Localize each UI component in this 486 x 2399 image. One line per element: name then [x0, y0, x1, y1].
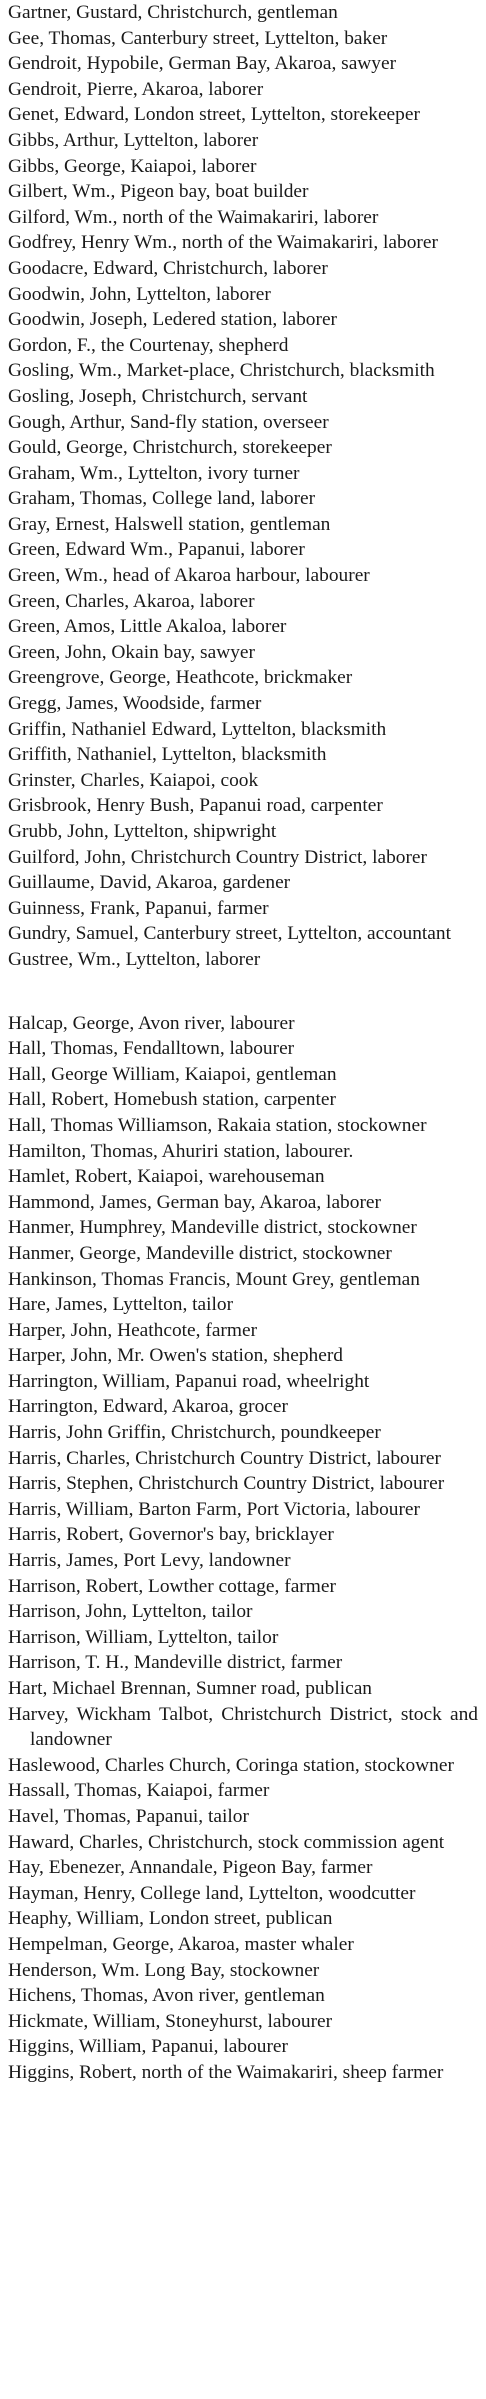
directory-entry: Hall, Thomas Williamson, Rakaia station, stockowner: [8, 1114, 427, 1136]
directory-entry: Gilford, Wm., north of the Waimakariri, laborer: [8, 206, 379, 228]
directory-entry: Grisbrook, Henry Bush, Papanui road, carpenter: [8, 795, 383, 817]
directory-entry: Harvey, Wickham Talbot, Christchurch District, stock and landowner: [8, 1703, 478, 1751]
directory-entry: Hammond, James, German bay, Akaroa, laborer: [8, 1191, 381, 1213]
directory-entry: Harris, William, Barton Farm, Port Victoria, labourer: [8, 1498, 420, 1520]
directory-entry: Halcap, George, Avon river, labourer: [8, 1012, 295, 1034]
directory-group: [8, 1011, 486, 2086]
directory-entry: Hassall, Thomas, Kaiapoi, farmer: [8, 1780, 270, 1802]
directory-entry: Hanmer, George, Mandeville district, stockowner: [8, 1242, 392, 1264]
directory-entry: Gosling, Joseph, Christchurch, servant: [8, 385, 308, 407]
directory-entry: Gordon, F., the Courtenay, shepherd: [8, 334, 289, 356]
directory-entry: Green, Charles, Akaroa, laborer: [8, 590, 255, 612]
directory-entry: Hall, George William, Kaiapoi, gentleman: [8, 1063, 337, 1085]
directory-entry: Hay, Ebenezer, Annandale, Pigeon Bay, farmer: [8, 1857, 373, 1879]
directory-entry: Guillaume, David, Akaroa, gardener: [8, 872, 291, 894]
directory-entry: Hall, Robert, Homebush station, carpenter: [8, 1089, 336, 1111]
directory-entry: Griffith, Nathaniel, Lyttelton, blacksmith: [8, 744, 327, 766]
directory-entry: Gibbs, George, Kaiapoi, laborer: [8, 155, 257, 177]
directory-entry: Hichens, Thomas, Avon river, gentleman: [8, 1985, 325, 2007]
directory-entry: Graham, Thomas, College land, laborer: [8, 488, 316, 510]
directory-listing: [8, 0, 486, 2086]
directory-entry: Gibbs, Arthur, Lyttelton, laborer: [8, 129, 259, 151]
directory-entry: Gustree, Wm., Lyttelton, laborer: [8, 948, 261, 970]
directory-entry: Higgins, William, Papanui, labourer: [8, 2036, 288, 2058]
directory-entry: Henderson, Wm. Long Bay, stockowner: [8, 1959, 320, 1981]
directory-entry: Guilford, John, Christchurch Country District, laborer: [8, 846, 427, 868]
directory-entry: Hamilton, Thomas, Ahuriri station, labourer.: [8, 1140, 354, 1162]
directory-entry: Harris, Stephen, Christchurch Country District, labourer: [8, 1473, 445, 1495]
directory-entry: Guinness, Frank, Papanui, farmer: [8, 897, 269, 919]
directory-entry: Goodacre, Edward, Christchurch, laborer: [8, 257, 328, 279]
directory-entry: Harper, John, Heathcote, farmer: [8, 1319, 258, 1341]
directory-entry: Gendroit, Pierre, Akaroa, laborer: [8, 78, 264, 100]
directory-entry: Hall, Thomas, Fendalltown, labourer: [8, 1038, 295, 1060]
directory-entry: Harrison, John, Lyttelton, tailor: [8, 1601, 253, 1623]
directory-entry: Hare, James, Lyttelton, tailor: [8, 1294, 234, 1316]
directory-entry: Graham, Wm., Lyttelton, ivory turner: [8, 462, 300, 484]
directory-entry: Hempelman, George, Akaroa, master whaler: [8, 1933, 354, 1955]
directory-entry: Greengrove, George, Heathcote, brickmaker: [8, 667, 353, 689]
directory-entry: Haward, Charles, Christchurch, stock commission agent: [8, 1831, 445, 1853]
directory-entry: Hickmate, William, Stoneyhurst, labourer: [8, 2010, 333, 2032]
directory-entry: Harrison, T. H., Mandeville district, farmer: [8, 1652, 343, 1674]
directory-entry: Goodwin, John, Lyttelton, laborer: [8, 283, 271, 305]
directory-entry: Harris, Robert, Governor's bay, bricklayer: [8, 1524, 334, 1546]
directory-entry: Haslewood, Charles Church, Coringa station, stockowner: [8, 1754, 454, 1776]
directory-entry: Griffin, Nathaniel Edward, Lyttelton, blacksmith: [8, 718, 387, 740]
directory-entry: Harris, Charles, Christchurch Country District, labourer: [8, 1447, 441, 1469]
directory-entry: Gundry, Samuel, Canterbury street, Lyttelton, accountant: [8, 923, 451, 945]
directory-entry: Gough, Arthur, Sand-fly station, overseer: [8, 411, 329, 433]
directory-entry: Gendroit, Hypobile, German Bay, Akaroa, sawyer: [8, 53, 397, 75]
directory-entry: Godfrey, Henry Wm., north of the Waimakariri, laborer: [8, 232, 438, 254]
directory-entry: Gregg, James, Woodside, farmer: [8, 693, 262, 715]
directory-entry: Gee, Thomas, Canterbury street, Lyttelton, baker: [8, 27, 388, 49]
directory-entry: Gosling, Wm., Market-place, Christchurch, blacksmith: [8, 360, 435, 382]
directory-entry: Hayman, Henry, College land, Lyttelton, woodcutter: [8, 1882, 416, 1904]
directory-entry: Gould, George, Christchurch, storekeeper: [8, 437, 332, 459]
directory-entry: Harrison, Robert, Lowther cottage, farmer: [8, 1575, 336, 1597]
directory-entry: Harris, John Griffin, Christchurch, poundkeeper: [8, 1422, 381, 1444]
directory-entry: Heaphy, William, London street, publican: [8, 1908, 333, 1930]
directory-entry: Genet, Edward, London street, Lyttelton, storekeeper: [8, 104, 420, 126]
directory-entry: Havel, Thomas, Papanui, tailor: [8, 1805, 249, 1827]
directory-group: [8, 0, 486, 973]
directory-entry: Hamlet, Robert, Kaiapoi, warehouseman: [8, 1166, 325, 1188]
directory-entry: Gartner, Gustard, Christchurch, gentleman: [8, 2, 338, 23]
directory-entry: Higgins, Robert, north of the Waimakariri, sheep farmer: [8, 2061, 444, 2083]
directory-entry: Hart, Michael Brennan, Sumner road, publican: [8, 1678, 373, 1699]
directory-entry: Gray, Ernest, Halswell station, gentleman: [8, 513, 331, 535]
directory-entry: Harrington, Edward, Akaroa, grocer: [8, 1396, 288, 1418]
directory-entry: Harrison, William, Lyttelton, tailor: [8, 1626, 279, 1648]
directory-entry: Harper, John, Mr. Owen's station, shepherd: [8, 1345, 343, 1367]
directory-entry: Green, Wm., head of Akaroa harbour, labourer: [8, 565, 370, 587]
directory-entry: Hankinson, Thomas Francis, Mount Grey, gentleman: [8, 1268, 420, 1290]
directory-entry: Green, Edward Wm., Papanui, laborer: [8, 539, 305, 561]
directory-entry: Grubb, John, Lyttelton, shipwright: [8, 821, 277, 842]
directory-entry: Gilbert, Wm., Pigeon bay, boat builder: [8, 181, 309, 203]
directory-entry: Goodwin, Joseph, Ledered station, laborer: [8, 309, 338, 331]
directory-entry: Hanmer, Humphrey, Mandeville district, stockowner: [8, 1217, 417, 1239]
directory-entry: Green, John, Okain bay, sawyer: [8, 641, 255, 663]
directory-entry: Green, Amos, Little Akaloa, laborer: [8, 616, 287, 638]
directory-entry: Harrington, William, Papanui road, wheelright: [8, 1370, 370, 1392]
directory-entry: Harris, James, Port Levy, landowner: [8, 1550, 291, 1572]
directory-entry: Grinster, Charles, Kaiapoi, cook: [8, 769, 259, 791]
